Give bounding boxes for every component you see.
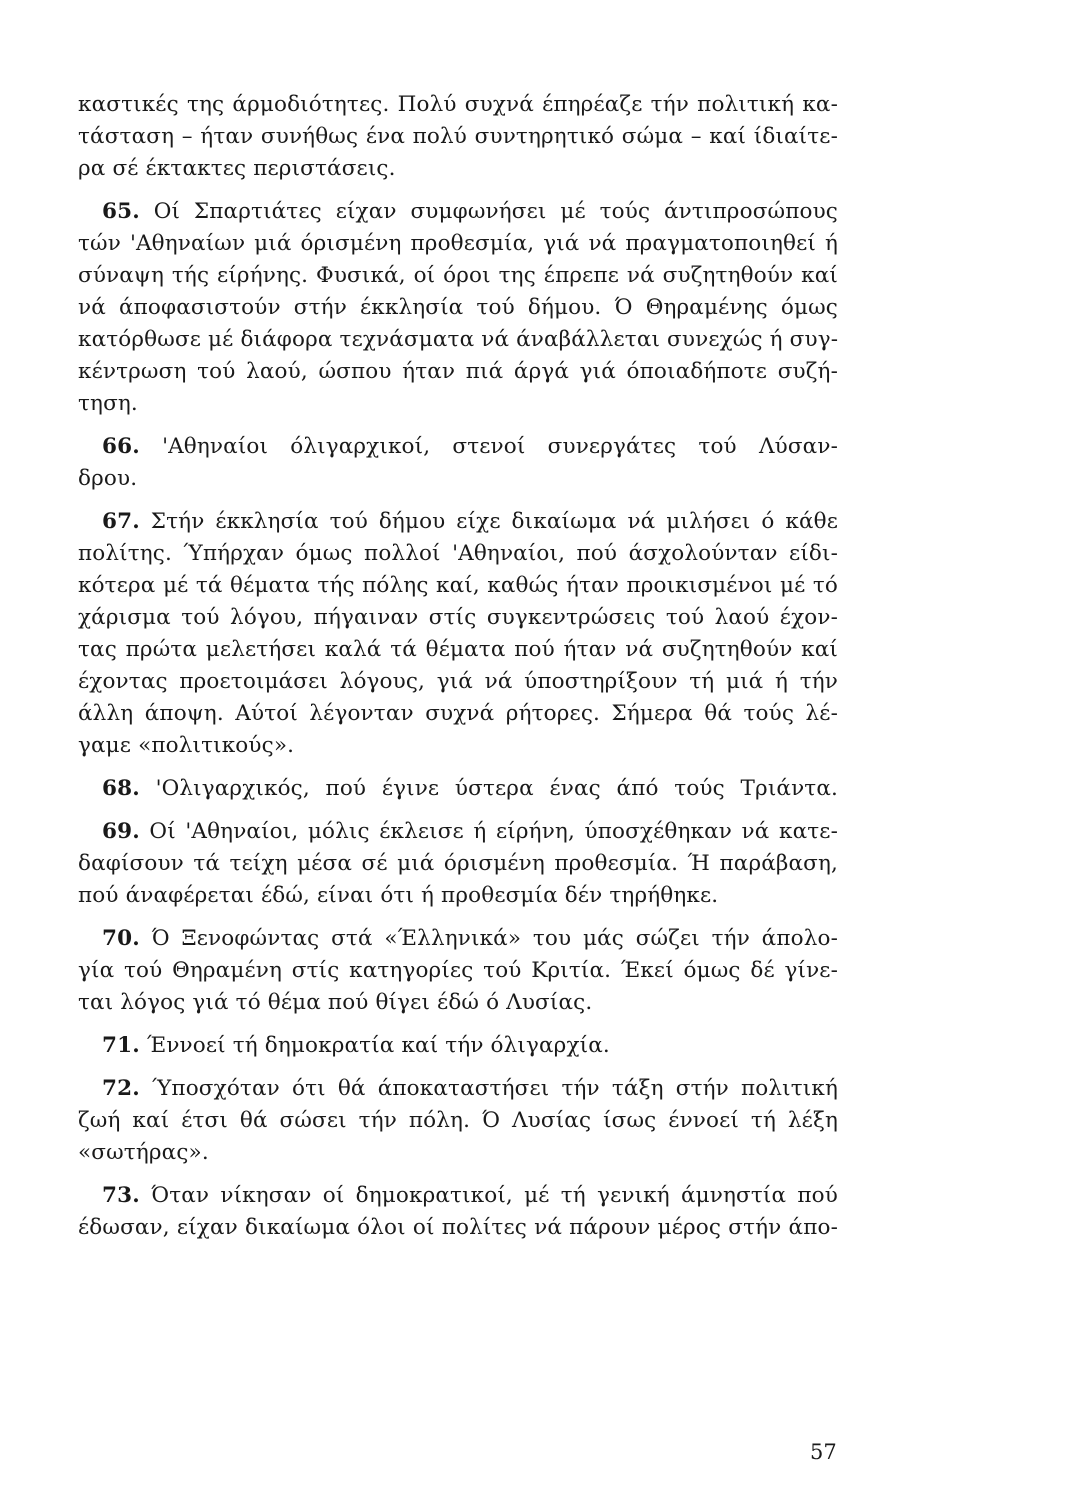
text-line: έχοντας προετοιμάσει λόγους, γιά νά ύποστηρίξουν τή μιά ή τήν — [78, 669, 838, 694]
text-line: τηση. — [78, 391, 138, 416]
note-text: 'Ολιγαρχικός, πού έγινε ύστερα ένας άπό τούς Τριάντα. — [139, 776, 838, 801]
text-line: σύναψη τής είρήνης. Φυσικά, οί όροι της έπρεπε νά συζητηθούν καί — [78, 263, 838, 288]
note-66 — [78, 431, 838, 495]
text-line: «σωτήρας». — [78, 1140, 209, 1165]
note-number: 66. — [102, 434, 140, 459]
text-line — [78, 1030, 838, 1062]
note-65 — [78, 196, 838, 420]
text-line — [78, 923, 838, 955]
note-text: Οί 'Αθηναίοι, μόλις έκλεισε ή είρήνη, ύποσχέθηκαν νά κατε- — [139, 819, 838, 844]
page-body — [78, 89, 838, 1255]
note-number: 65. — [102, 199, 140, 224]
text-line — [78, 1073, 838, 1105]
note-69 — [78, 816, 838, 912]
page-number: 57 — [810, 1440, 837, 1464]
text-line: ζωή καί έτσι θά σώσει τήν πόλη. Ό Λυσίας ίσως έννοεί τή λέξη — [78, 1108, 838, 1133]
note-number: 71. — [102, 1033, 140, 1058]
text-line: κέντρωση τού λαού, ώσπου ήταν πιά άργά γιά όποιαδήποτε συζή- — [78, 359, 838, 384]
text-line: έδωσαν, είχαν δικαίωμα όλοι οί πολίτες νά πάρουν μέρος στήν άπο- — [78, 1215, 838, 1240]
note-number: 73. — [102, 1183, 140, 1208]
note-number: 70. — [102, 926, 140, 951]
note-71 — [78, 1030, 838, 1062]
note-number: 72. — [102, 1076, 140, 1101]
text-line: πού άναφέρεται έδώ, είναι ότι ή προθεσμία δέν τηρήθηκε. — [78, 883, 719, 908]
note-number: 68. — [102, 776, 140, 801]
text-line: άλλη άποψη. Αύτοί λέγονταν συχνά ρήτορες. Σήμερα θά τούς λέ- — [78, 701, 838, 726]
note-text: 'Αθηναίοι όλιγαρχικοί, στενοί συνεργάτες τού Λύσαν- — [139, 434, 838, 459]
text-line: τας πρώτα μελετήσει καλά τά θέματα πού ήταν νά συζητηθούν καί — [78, 637, 838, 662]
text-line: ται λόγος γιά τό θέμα πού θίγει έδώ ό Λυσίας. — [78, 990, 593, 1015]
note-72 — [78, 1073, 838, 1169]
text-line: κατόρθωσε μέ διάφορα τεχνάσματα νά άναβάλλεται συνεχώς ή συγ- — [78, 327, 839, 352]
note-67 — [78, 506, 838, 762]
continuation-paragraph — [78, 89, 838, 185]
text-line: κότερα μέ τά θέματα τής πόλης καί, καθώς ήταν προικισμένοι μέ τό — [78, 573, 838, 598]
note-text: Όταν νίκησαν οί δημοκρατικοί, μέ τή γενική άμνηστία πού — [139, 1183, 838, 1208]
note-73 — [78, 1180, 838, 1244]
note-text: Οί Σπαρτιάτες είχαν συμφωνήσει μέ τούς άντιπροσώπους — [139, 199, 838, 224]
text-line: δρου. — [78, 466, 138, 491]
text-line — [78, 1180, 838, 1212]
text-line — [78, 431, 838, 463]
note-68 — [78, 773, 838, 805]
note-number: 67. — [102, 509, 140, 534]
text-line: καστικές της άρμοδιότητες. Πολύ συχνά έπηρέαζε τήν πολιτική κα- — [78, 92, 838, 117]
text-line: πολίτης. Ύπήρχαν όμως πολλοί 'Αθηναίοι, πού άσχολούνταν είδι- — [78, 541, 838, 566]
note-70 — [78, 923, 838, 1019]
text-line: γία τού Θηραμένη στίς κατηγορίες τού Κριτία. Έκεί όμως δέ γίνε- — [78, 958, 838, 983]
text-line — [78, 196, 838, 228]
text-line: χάρισμα τού λόγου, πήγαιναν στίς συγκεντρώσεις τού λαού έχον- — [78, 605, 838, 630]
note-text: Έννοεί τή δημοκρατία καί τήν όλιγαρχία. — [139, 1033, 610, 1058]
note-number: 69. — [102, 819, 140, 844]
text-line: δαφίσουν τά τείχη μέσα σέ μιά όρισμένη προθεσμία. Ή παράβαση, — [78, 851, 838, 876]
text-line: ρα σέ έκτακτες περιστάσεις. — [78, 156, 396, 181]
text-line — [78, 506, 838, 538]
text-line: νά άποφασιστούν στήν έκκλησία τού δήμου. Ό Θηραμένης όμως — [78, 295, 838, 320]
text-line: τών 'Αθηναίων μιά όρισμένη προθεσμία, γιά νά πραγματοποιηθεί ή — [78, 231, 838, 256]
note-text: Ύποσχόταν ότι θά άποκαταστήσει τήν τάξη στήν πολιτική — [139, 1076, 838, 1101]
text-line — [78, 773, 838, 805]
text-line: τάσταση – ήταν συνήθως ένα πολύ συντηρητικό σώμα – καί ίδιαίτε- — [78, 124, 838, 149]
text-line: γαμε «πολιτικούς». — [78, 733, 295, 758]
text-line — [78, 816, 838, 848]
note-text: Ό Ξενοφώντας στά «Έλληνικά» του μάς σώζει τήν άπολο- — [139, 926, 838, 951]
note-text: Στήν έκκλησία τού δήμου είχε δικαίωμα νά μιλήσει ό κάθε — [139, 509, 838, 534]
